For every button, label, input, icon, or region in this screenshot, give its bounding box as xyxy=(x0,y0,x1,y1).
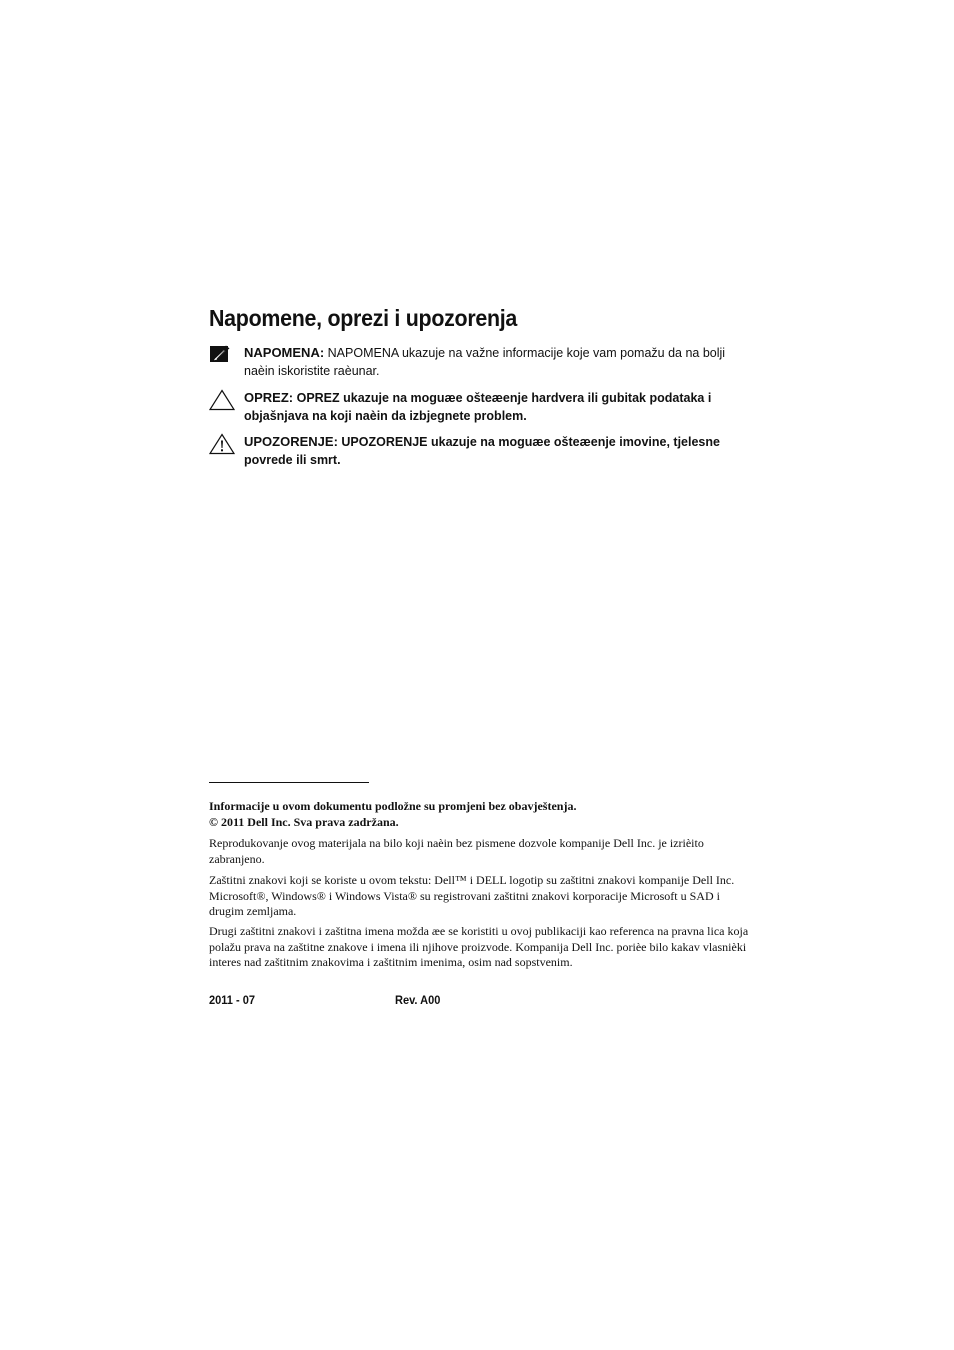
note-label: NAPOMENA: xyxy=(244,345,325,360)
copyright-line: © 2011 Dell Inc. Sva prava zadržana. xyxy=(209,814,399,829)
legal-heading xyxy=(209,799,749,830)
reproduction-paragraph: Reprodukovanje ovog materijala na bilo koji naèin bez pismene dozvole kompanije Dell Inc. je izrièito zabranjeno. xyxy=(209,836,704,866)
caution-notice xyxy=(209,389,749,425)
caution-label: OPREZ: xyxy=(244,390,294,405)
footnote-divider xyxy=(209,782,369,783)
legal-notice-line: Informacije u ovom dokumentu podložne su promjeni bez obavještenja. xyxy=(209,799,577,813)
caution-triangle-icon xyxy=(209,389,235,411)
footer-date: 2011 - 07 xyxy=(209,993,256,1007)
warning-label: UPOZORENJE: xyxy=(244,434,338,449)
footer-revision: Rev. A00 xyxy=(395,993,441,1007)
other-trademarks-paragraph: Drugi zaštitni znakovi i zaštitna imena možda æe se koristiti u ovoj publikaciji kao referenca na pravna lica koja polažu prava na zaštitne znakove i imena ili njihove proizvode. Kompanija Dell Inc. porièe bilo kakav vlasnièki interes nad zaštitnim znakovima i zaštitnim imenima, osim nad sopstvenim. xyxy=(209,924,749,969)
page-title: Napomene, oprezi i upozorenja xyxy=(209,305,518,331)
note-notice xyxy=(209,344,749,380)
note-pencil-icon xyxy=(209,344,235,366)
caution-text: OPREZ ukazuje na moguæe ošteæenje hardvera ili gubitak podataka i objašnjava na koji naèin da izbjegnete problem. xyxy=(244,391,712,423)
warning-exclamation-triangle-icon xyxy=(209,433,235,455)
trademarks-paragraph: Zaštitni znakovi koji se koriste u ovom tekstu: Dell™ i DELL logotip su zaštitni znakovi kompanije Dell Inc. Microsoft®, Windows® i Windows Vista® su registrovani zaštitni znakovi korporacije Microsoft u SAD i drugim zemljama. xyxy=(209,873,735,918)
note-text: NAPOMENA ukazuje na važne informacije koje vam pomažu da na bolji naèin iskoristite raèunar. xyxy=(244,346,726,378)
warning-text: UPOZORENJE ukazuje na moguæe ošteæenje imovine, tjelesne povrede ili smrt. xyxy=(244,435,720,467)
warning-notice xyxy=(209,433,749,469)
